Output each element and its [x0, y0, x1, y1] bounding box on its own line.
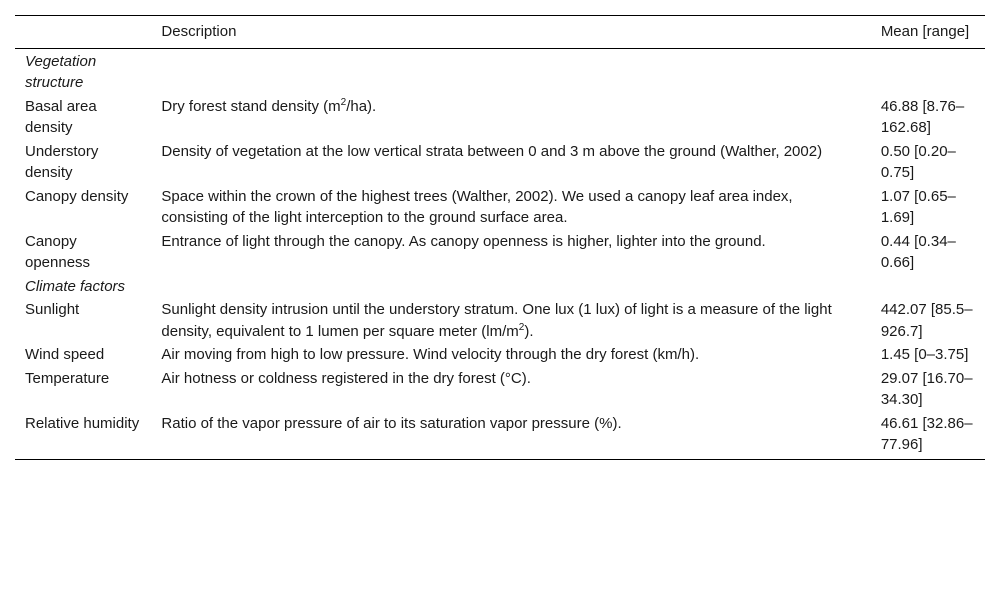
variable-mean: 46.61 [32.86–77.96] — [880, 414, 973, 453]
variable-name: Canopy density — [25, 187, 129, 205]
variable-description: Sunlight density intrusion until the understory stratum. One lux (1 lux) of light is a measure of the light density, equivalent to 1 lumen per square meter $(lm/m^2)$. — [161, 301, 832, 340]
table-row — [15, 230, 985, 275]
section-label: Vegetation structure — [25, 52, 97, 91]
header-mean-range: Mean [range] — [880, 23, 970, 40]
header-description: Description — [161, 23, 237, 40]
table-row — [15, 185, 985, 230]
variable-name: Relative humidity — [25, 414, 140, 432]
table-row — [15, 140, 985, 185]
variable-name: Basal area density — [25, 97, 97, 136]
variable-name: Understory density — [25, 142, 99, 181]
variable-description: Dry forest stand density $(m^2/ha)$. — [161, 96, 377, 115]
variable-description: Ratio of the vapor pressure of air to its saturation vapor pressure (%). — [161, 414, 622, 432]
variable-mean: 0.44 [0.34–0.66] — [880, 232, 956, 271]
variable-mean: 0.50 [0.20–0.75] — [880, 142, 956, 181]
variable-description: Entrance of light through the canopy. As canopy openness is higher, lighter into the ground. — [161, 232, 766, 250]
variable-description: Air moving from high to low pressure. Wind velocity through the dry forest (km/h). — [161, 346, 700, 363]
header-variable — [15, 16, 151, 49]
table-row — [15, 343, 985, 367]
variable-mean: 1.45 [0–3.75] — [880, 346, 969, 363]
variable-name: Sunlight — [25, 301, 80, 318]
variable-description: Density of vegetation at the low vertical strata between 0 and 3 m above the ground (Walther, 2002) — [161, 142, 823, 160]
section-label: Climate factors — [25, 277, 126, 295]
header-row — [15, 16, 985, 49]
table-row — [15, 412, 985, 460]
variable-mean: 29.07 [16.70–34.30] — [880, 369, 973, 408]
variable-name: Wind speed — [25, 346, 105, 363]
section-row-climate — [15, 275, 985, 299]
variable-name: Canopy openness — [25, 232, 91, 271]
variable-description: Space within the crown of the highest trees (Walther, 2002). We used a canopy leaf area index, consisting of the light interception to the ground surface area. — [161, 187, 793, 226]
variables-table — [15, 15, 985, 460]
table-row — [15, 95, 985, 140]
table-row — [15, 367, 985, 412]
variable-mean: 1.07 [0.65–1.69] — [880, 187, 956, 226]
variable-description: Air hotness or coldness registered in the dry forest (°C). — [161, 369, 531, 387]
section-row-vegetation — [15, 48, 985, 95]
variable-mean: 46.88 [8.76–162.68] — [880, 97, 965, 136]
variable-mean: 442.07 [85.5–926.7] — [880, 301, 973, 340]
table-row — [15, 298, 985, 343]
variable-name: Temperature — [25, 369, 110, 387]
